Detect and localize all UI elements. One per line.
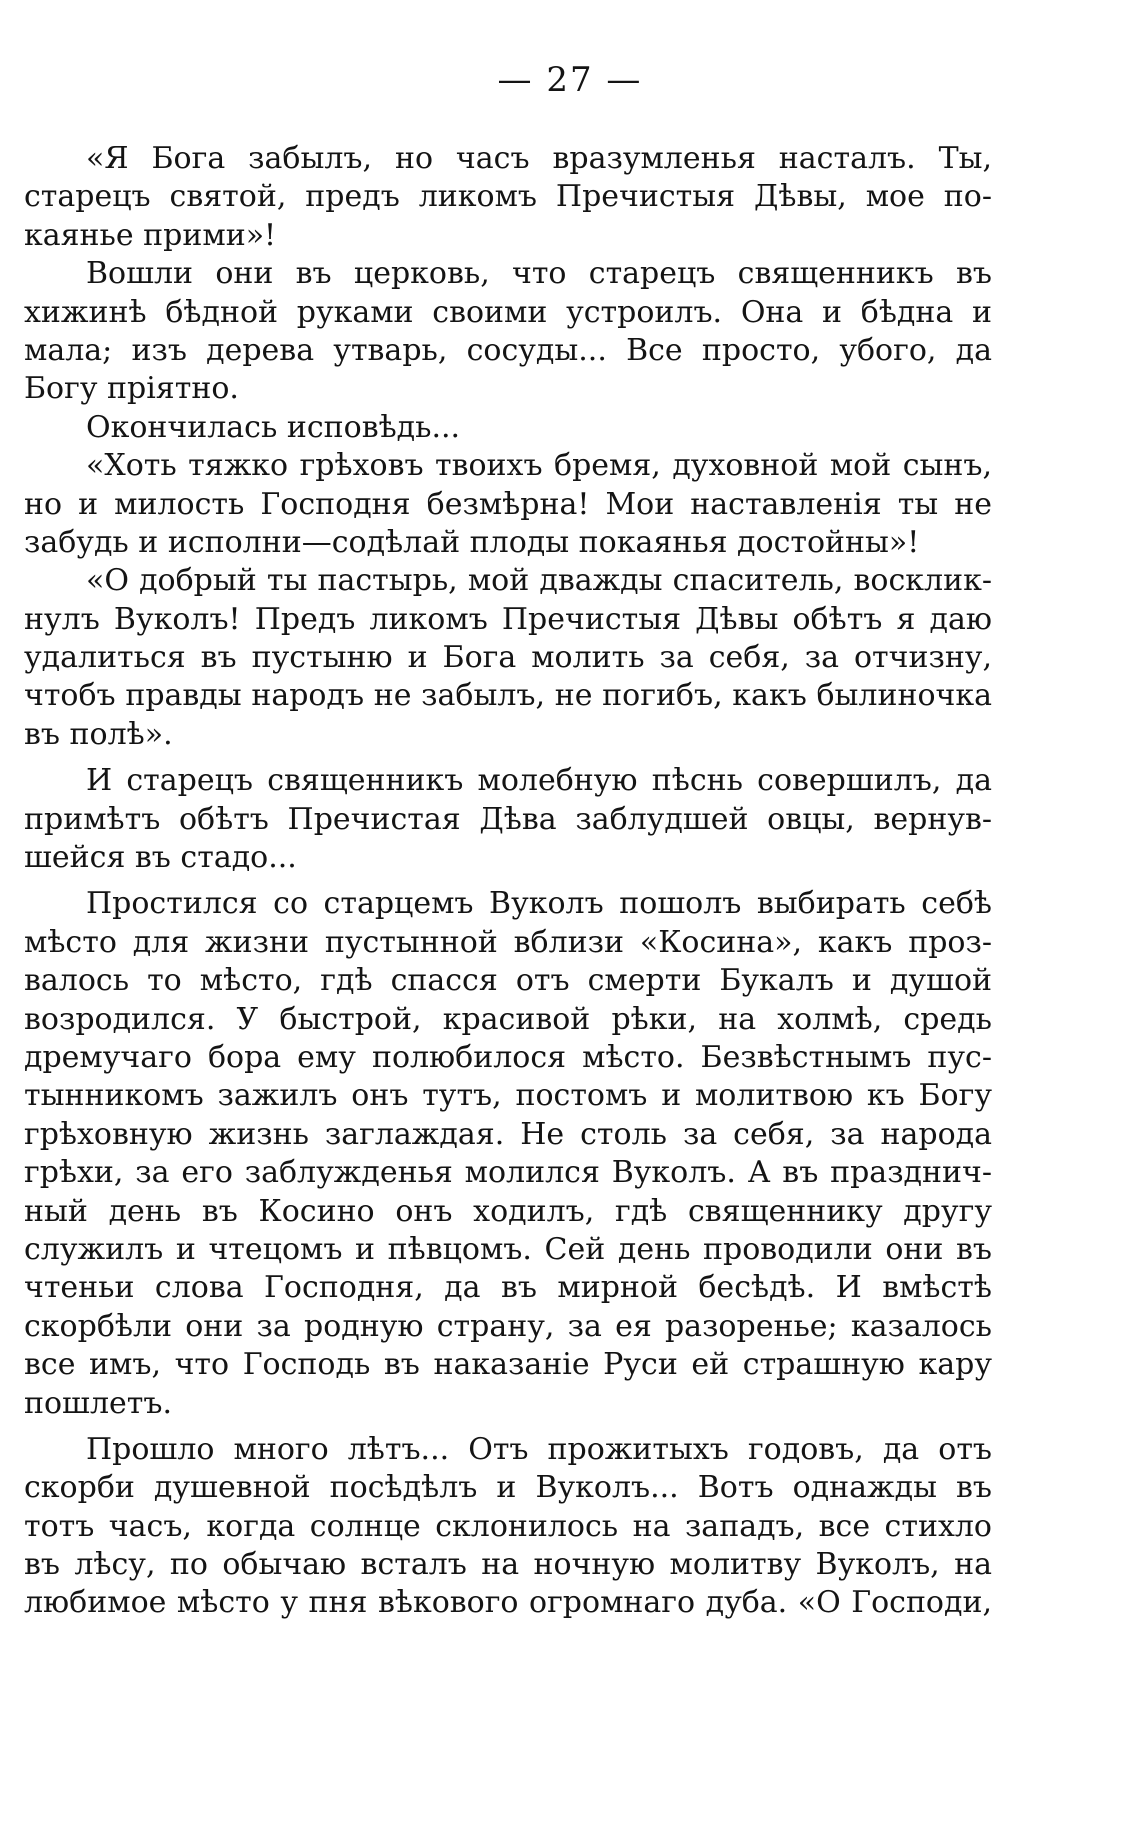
text-line: И старецъ священникъ молебную пѣснь совершилъ, да [86, 763, 992, 799]
text-line: старецъ святой, предъ ликомъ Пречистыя Дѣвы, мое по- [24, 179, 992, 215]
paragraph-gap [24, 754, 992, 762]
text-line: забудь и исполни—содѣлай плоды покаянья достойны»! [24, 524, 920, 560]
text-line: «Я Бога забылъ, но часъ вразумленья насталъ. Ты, [86, 141, 992, 176]
text-line: Окончилась исповѣдь... [86, 409, 461, 445]
text-line: «Хоть тяжко грѣховъ твоихъ бремя, духовной мой сынъ, [86, 448, 992, 484]
text-line: шейся въ стадо... [24, 840, 297, 876]
text-line: мѣсто для жизни пустынной вблизи «Косина», какъ проз- [24, 924, 992, 960]
paragraph-gap [24, 877, 992, 885]
page-number: — 27 — [497, 60, 643, 100]
text-line: валось то мѣсто, гдѣ спасся отъ смерти Букалъ и душой [24, 963, 992, 999]
text-line: все имъ, что Господь въ наказаніе Руси ей страшную кару [24, 1347, 992, 1383]
text-line: примѣтъ обѣтъ Пречистая Дѣва заблудшей овцы, вернув- [24, 801, 992, 837]
text-line: любимое мѣсто у пня вѣкового огромнаго дуба. «О Господи, [24, 1585, 992, 1621]
page-text [24, 140, 992, 1623]
text-line: пошлетъ. [24, 1385, 172, 1421]
text-line: удалиться въ пустыню и Бога молить за себя, за отчизну, [24, 640, 992, 676]
text-line: скорби душевной посѣдѣлъ и Вуколъ... Вотъ однажды въ [24, 1470, 992, 1506]
text-line: грѣховную жизнь заглаждая. Не столь за себя, за народа [24, 1116, 992, 1152]
text-line: нулъ Вуколъ! Предъ ликомъ Пречистыя Дѣвы обѣтъ я даю [24, 601, 992, 637]
text-line: ный день въ Косино онъ ходилъ, гдѣ священнику другу [24, 1193, 992, 1229]
text-line: Богу пріятно. [24, 371, 239, 407]
text-line: тынникомъ зажилъ онъ тутъ, постомъ и молитвою къ Богу [24, 1078, 992, 1114]
text-line: скорбѣли они за родную страну, за ея разоренье; казалось [24, 1308, 992, 1344]
text-line: каянье прими»! [24, 217, 277, 253]
text-line: въ полѣ». [24, 716, 173, 752]
text-line: «О добрый ты пастырь, мой дважды спаситель, восклик- [86, 563, 992, 599]
text-line: Простился со старцемъ Вуколъ пошолъ выбирать себѣ [86, 886, 992, 922]
text-line: Прошло много лѣтъ... Отъ прожитыхъ годовъ, да отъ [86, 1431, 992, 1467]
text-line: Вошли они въ церковь, что старецъ священникъ въ [86, 256, 992, 292]
text-line: тотъ часъ, когда солнце склонилось на западъ, все стихло [24, 1508, 992, 1544]
text-line: служилъ и чтецомъ и пѣвцомъ. Сей день проводили они въ [24, 1231, 992, 1267]
text-line: дремучаго бора ему полюбилося мѣсто. Безвѣстнымъ пус- [24, 1039, 992, 1075]
text-line: возродился. У быстрой, красивой рѣки, на холмѣ, средь [24, 1001, 992, 1037]
text-line: чтеньи слова Господня, да въ мирной бесѣдѣ. И вмѣстѣ [24, 1270, 992, 1306]
text-line: чтобъ правды народъ не забылъ, не погибъ, какъ былиночка [24, 678, 992, 714]
text-line: но и милость Господня безмѣрна! Мои наставленія ты не [24, 486, 992, 522]
text-line: грѣхи, за его заблужденья молился Вуколъ. А въ празднич- [24, 1155, 992, 1191]
text-line: въ лѣсу, по обычаю всталъ на ночную молитву Вуколъ, на [24, 1547, 992, 1583]
text-line: хижинѣ бѣдной руками своими устроилъ. Она и бѣдна и [24, 294, 992, 330]
text-line: мала; изъ дерева утварь, сосуды... Все просто, убого, да [24, 332, 992, 368]
paragraph-gap [24, 1423, 992, 1431]
